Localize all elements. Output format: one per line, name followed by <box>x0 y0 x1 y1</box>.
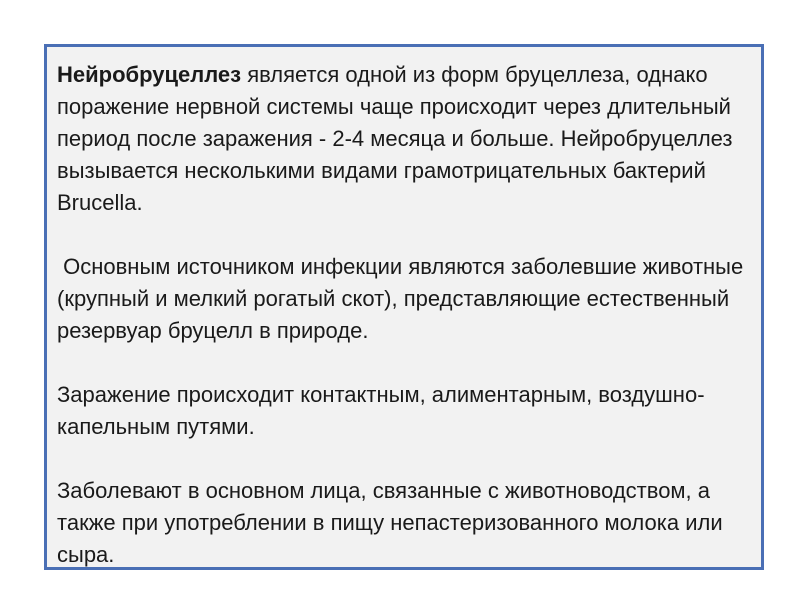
paragraph-transmission: Заражение происходит контактным, алиментарным, воздушно-капельным путями. <box>57 382 705 439</box>
text-box <box>44 44 764 570</box>
paragraph-risk-groups: Заболевают в основном лица, связанные с животноводством, а также при употреблении в пищу непастеризованного молока или сыра. <box>57 478 723 567</box>
definition-text: является одной из форм бруцеллеза, однако поражение нервной системы чаще происходит через длительный период после заражения - 2-4 месяца и больше. Нейробруцеллез вызывается несколькими видами грамотрицательных бактерий Brucella. <box>57 62 733 215</box>
term-bold: Нейробруцеллез <box>57 62 242 87</box>
paragraph-definition <box>57 59 751 219</box>
paragraph-source: Основным источником инфекции являются заболевшие животные (крупный и мелкий рогатый скот), представляющие естественный резервуар бруцелл в природе. <box>57 254 750 343</box>
